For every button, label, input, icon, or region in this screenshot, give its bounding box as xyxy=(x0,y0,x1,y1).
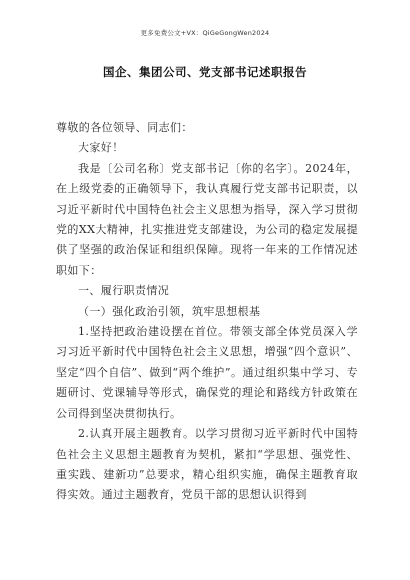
document-body xyxy=(56,118,358,506)
header-note: 更多免费公文+VX：QiGeGongWen2024 xyxy=(140,29,270,37)
section-heading-1: 一、履行职责情况 xyxy=(78,284,170,298)
greeting: 大家好！ xyxy=(78,141,124,155)
paragraph-item-1: 1.坚持把政治建设摆在首位。带领支部全体党员深入学习习近平新时代中国特色社会主义思想，增强“四个意识”、坚定“四个自信”、做到“两个维护”。通过组织集中学习、专题研讨、党课辅导等形式，确保党的理论和路线方针政策在公司得到坚决贯彻执行。 xyxy=(56,325,358,420)
subsection-heading-1: （一）强化政治引领，筑牢思想根基 xyxy=(78,304,261,318)
salutation: 尊敬的各位领导、同志们： xyxy=(56,121,193,134)
document-title: 国企、集团公司、党支部书记述职报告 xyxy=(103,65,307,79)
intro-paragraph: 我是〔公司名称〕党支部书记〔你的名字〕。2024年，在上级党委的正确领导下，我认真履行党支部书记职责，以习近平新时代中国特色社会主义思想为指导，深入学习贯彻党的XX大精神，扎实推进党支部建设，为公司的稳定发展提供了坚强的政治保证和组织保障。现将一年来的工作情况述职如下： xyxy=(56,161,358,277)
paragraph-item-2: 2.认真开展主题教育。以学习贯彻习近平新时代中国特色社会主义思想主题教育为契机，紧扣“学思想、强党性、重实践、建新功”总要求，精心组织实施，确保主题教育取得实效。通过主题教育，党员干部的思想认识得到 xyxy=(56,427,358,502)
